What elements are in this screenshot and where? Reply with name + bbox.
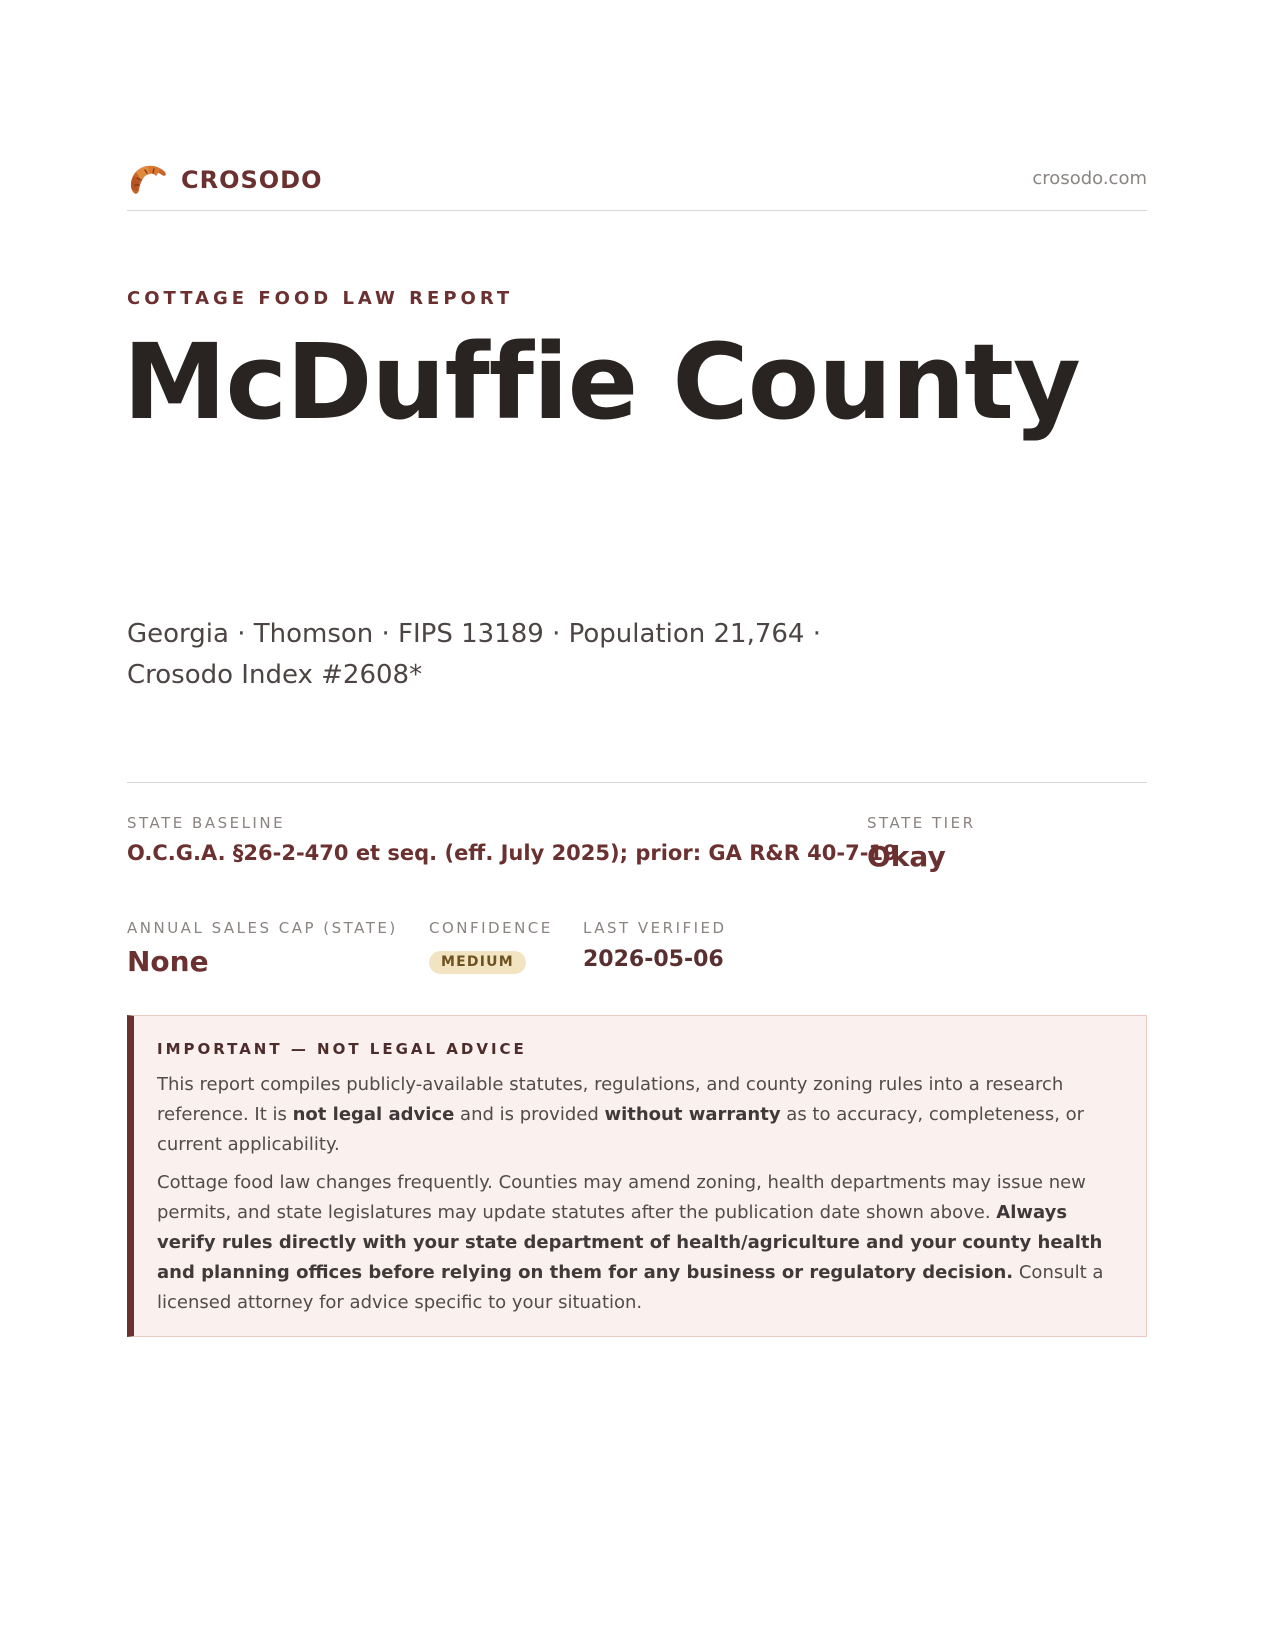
notice-p2-emphasis-verify: Always verify rules directly with your state department of health/agriculture and your county health and planning offices before relying on them for any business or regulatory decision.: [157, 1202, 1103, 1283]
notice-p1-emphasis-legal: not legal advice: [292, 1104, 455, 1125]
state-baseline-label: STATE BASELINE: [127, 814, 286, 832]
sales-cap-value: None: [127, 945, 209, 978]
page-header: [127, 158, 1147, 211]
subtitle-line-1: Georgia · Thomson · FIPS 13189 · Population 21,764 ·: [127, 619, 822, 649]
subtitle-line-2: Crosodo Index #2608*: [127, 660, 423, 690]
notice-p1-text-e: as to accuracy, completeness, or current applicability.: [157, 1104, 1085, 1155]
confidence-badge: MEDIUM: [429, 951, 526, 974]
state-tier-value: Okay: [867, 840, 946, 873]
brand-name: CROSODO: [181, 166, 323, 194]
brand: [127, 160, 323, 200]
confidence-field: [429, 919, 553, 974]
confidence-label: CONFIDENCE: [429, 919, 553, 937]
notice-p1-text-a: This report compiles publicly-available statutes, regulations, and county zoning rules into a research reference. It is: [157, 1074, 1064, 1125]
notice-paragraph-2: [157, 1168, 1120, 1318]
notice-p1-emphasis-warranty: without warranty: [604, 1104, 781, 1125]
notice-p2-text-a: Cottage food law changes frequently. Counties may amend zoning, health departments may issue new permits, and state legislatures may update statutes after the publication date shown above.: [157, 1172, 1086, 1223]
report-eyebrow: COTTAGE FOOD LAW REPORT: [127, 288, 514, 309]
sales-cap-field: [127, 919, 398, 978]
sales-cap-label: ANNUAL SALES CAP (STATE): [127, 919, 398, 937]
section-divider: [127, 782, 1147, 783]
report-subtitle: [127, 614, 867, 696]
report-page: [123, 0, 1147, 1650]
state-tier-field: [867, 814, 976, 873]
notice-p2-text-c: Consult a licensed attorney for advice specific to your situation.: [157, 1262, 1104, 1313]
legal-notice: [127, 1015, 1147, 1337]
state-baseline-field: [127, 814, 898, 865]
notice-p1-text-c: and is provided: [454, 1104, 605, 1125]
site-url: crosodo.com: [1032, 168, 1147, 189]
state-tier-label: STATE TIER: [867, 814, 976, 832]
notice-paragraph-1: [157, 1070, 1120, 1160]
notice-title: IMPORTANT — NOT LEGAL ADVICE: [157, 1040, 527, 1058]
croissant-icon: [127, 160, 169, 200]
page-title: McDuffie County: [123, 321, 1080, 443]
last-verified-value: 2026-05-06: [583, 947, 724, 972]
state-baseline-value: O.C.G.A. §26-2-470 et seq. (eff. July 2025); prior: GA R&R 40-7-19: [127, 841, 898, 865]
last-verified-label: LAST VERIFIED: [583, 919, 727, 937]
last-verified-field: [583, 919, 727, 972]
